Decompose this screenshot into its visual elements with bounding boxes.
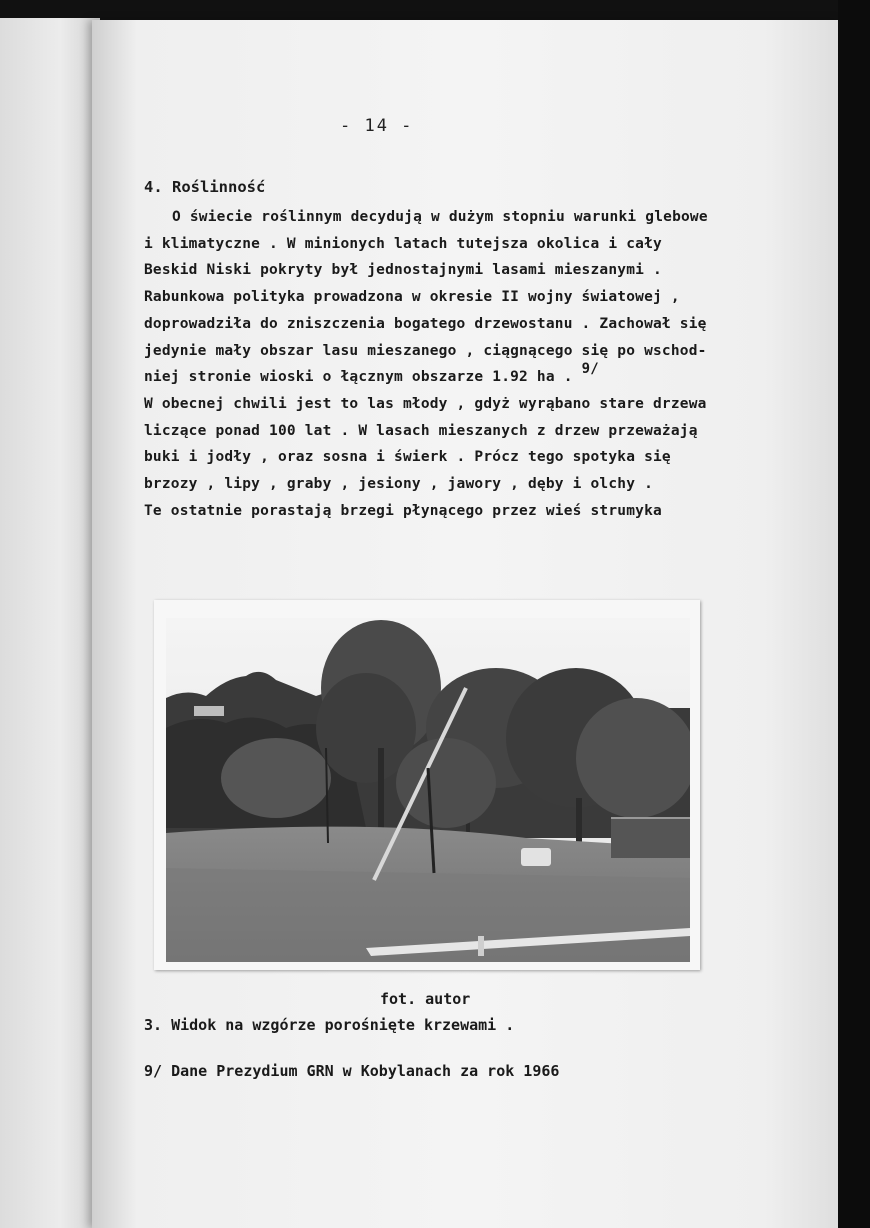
photo-credit: fot. autor [380,990,471,1008]
text-line: W obecnej chwili jest to las młody , gdyż wyrąbano stare drzewa [144,395,707,412]
page-number: - 14 - [340,116,414,136]
scan-right-edge [838,0,870,1228]
text-line: liczące ponad 100 lat . W lasach mieszanych z drzew przeważają [144,422,698,439]
text-line: niej stronie wioski o łącznym obszarze 1.92 ha . [144,369,573,386]
photo-caption: 3. Widok na wzgórze porośnięte krzewami . [144,1016,515,1034]
text-line: i klimatyczne . W minionych latach tutejsza okolica i cały [144,235,662,252]
text-line: brzozy , lipy , graby , jesiony , jawory , dęby i olchy . [144,476,653,493]
text-line: buki i jodły , oraz sosna i świerk . Prócz tego spotyka się [144,449,671,466]
section-heading: 4. Roślinność [144,178,266,196]
scan-top-edge [0,0,870,22]
document-page [92,20,840,1228]
orchard-photo [166,618,690,962]
section-body [144,204,844,524]
text-line: jedynie mały obszar lasu mieszanego , ciągnącego się po wschod- [144,342,707,359]
text-line: Te ostatnie porastają brzegi płynącego przez wieś strumyka [144,502,662,519]
footnote-marker: 9/ [581,361,599,378]
previous-page-edge [0,18,100,1228]
text-line: Rabunkowa polityka prowadzona w okresie II wojny światowej , [144,289,680,306]
text-line-with-footnote [144,361,844,391]
text-line: Beskid Niski pokryty był jednostajnymi lasami mieszanymi . [144,262,662,279]
text-line: O świecie roślinnym decydują w dużym stopniu warunki glebowe [172,209,708,225]
photo-frame [154,600,700,970]
text-line: doprowadziła do zniszczenia bogatego drzewostanu . Zachował się [144,315,707,332]
footnote: 9/ Dane Prezydium GRN w Kobylanach za rok 1966 [144,1062,560,1080]
orchard-photo-image [166,618,690,962]
